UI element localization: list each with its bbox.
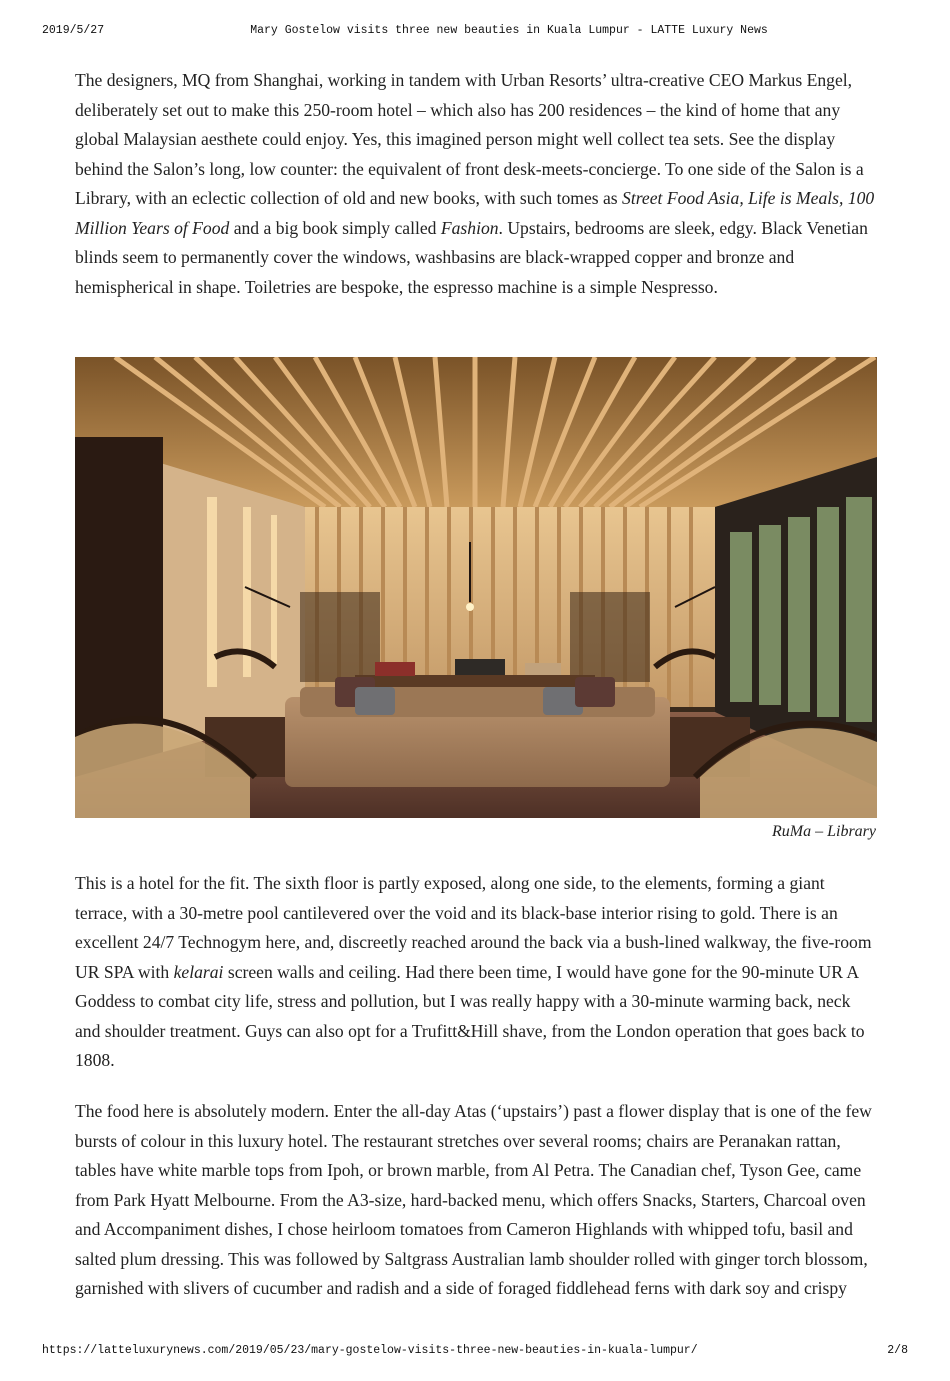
paragraph-text: This is a hotel for the fit. The sixth floor is partly exposed, along one side, to the elements, forming a giant terrace, with a 30-metre pool cantilevered over the void and its black-base interior rising to gold. There is an excellent 24/7 Technogym here, and, discreetly reached around the back via a bush-lined walkway, the five-room UR SPA with: [75, 873, 872, 982]
article-paragraph-2: [75, 869, 880, 1076]
paragraph-text: and a big book simply called: [229, 217, 441, 238]
article-paragraph-3: The food here is absolutely modern. Enter the all-day Atas (‘upstairs’) past a flower display that is one of the few bursts of colour in this luxury hotel. The restaurant stretches over several rooms; chairs are Peranakan rattan, tables have white marble tops from Ipoh, or brown marble, from Al Petra. The Canadian chef, Tyson Gee, came from Park Hyatt Melbourne. From the A3-size, hard-backed menu, which offers Snacks, Starters, Charcoal oven and Accompaniment dishes, I chose heirloom tomatoes from Cameron Highlands with whipped tofu, basil and salted plum dressing. This was followed by Saltgrass Australian lamb shoulder rolled with ginger torch blossom, garnished with slivers of cucumber and radish and a side of foraged fiddlehead ferns with dark soy and crispy: [75, 1101, 872, 1298]
photo-caption: RuMa – Library: [772, 823, 876, 840]
print-page-title: Mary Gostelow visits three new beauties in Kuala Lumpur - LATTE Luxury News: [250, 24, 768, 37]
article-paragraph-1: [75, 66, 880, 302]
page-number: 2/8: [887, 1344, 908, 1357]
paragraph-text: The designers, MQ from Shanghai, working in tandem with Urban Resorts’ ultra-creative CEO Markus Engel, deliberately set out to make this 250-room hotel – which also has 200 residences – the kind of home that any global Malaysian aesthete could enjoy. Yes, this imagined person might well collect tea sets. See the display behind the Salon’s long, low counter: the equivalent of front desk-meets-concierge. To one side of the Salon is a Library, with an eclectic collection of old and new books, with such tomes as: [75, 70, 864, 208]
book-titles: Street Food Asia, Life is Meals, 100 Million Years of Food: [75, 188, 875, 238]
paragraph-text: screen walls and ceiling. Had there been time, I would have gone for the 90-minute UR A Goddess to combat city life, stress and pollution, but I was really happy with a 30-minute warming back, neck and shoulder treatment. Guys can also opt for a Trufitt&Hill shave, from the London operation that goes back to 1808.: [75, 961, 865, 1070]
paragraph-text: . Upstairs, bedrooms are sleek, edgy. Black Venetian blinds seem to permanently cover the windows, washbasins are black-wrapped copper and bronze and hemispherical in shape. Toiletries are bespoke, the espresso machine is a simple Nespresso.: [75, 217, 868, 297]
library-photo: [75, 357, 877, 818]
kelarai-term: kelarai: [173, 961, 224, 982]
print-header: [0, 24, 950, 40]
print-url: https://latteluxurynews.com/2019/05/23/mary-gostelow-visits-three-new-beauties-in-kuala-lumpur/: [42, 1344, 698, 1357]
book-title-fashion: Fashion: [440, 217, 499, 238]
print-date: 2019/5/27: [42, 24, 105, 37]
print-footer: [0, 1344, 950, 1360]
